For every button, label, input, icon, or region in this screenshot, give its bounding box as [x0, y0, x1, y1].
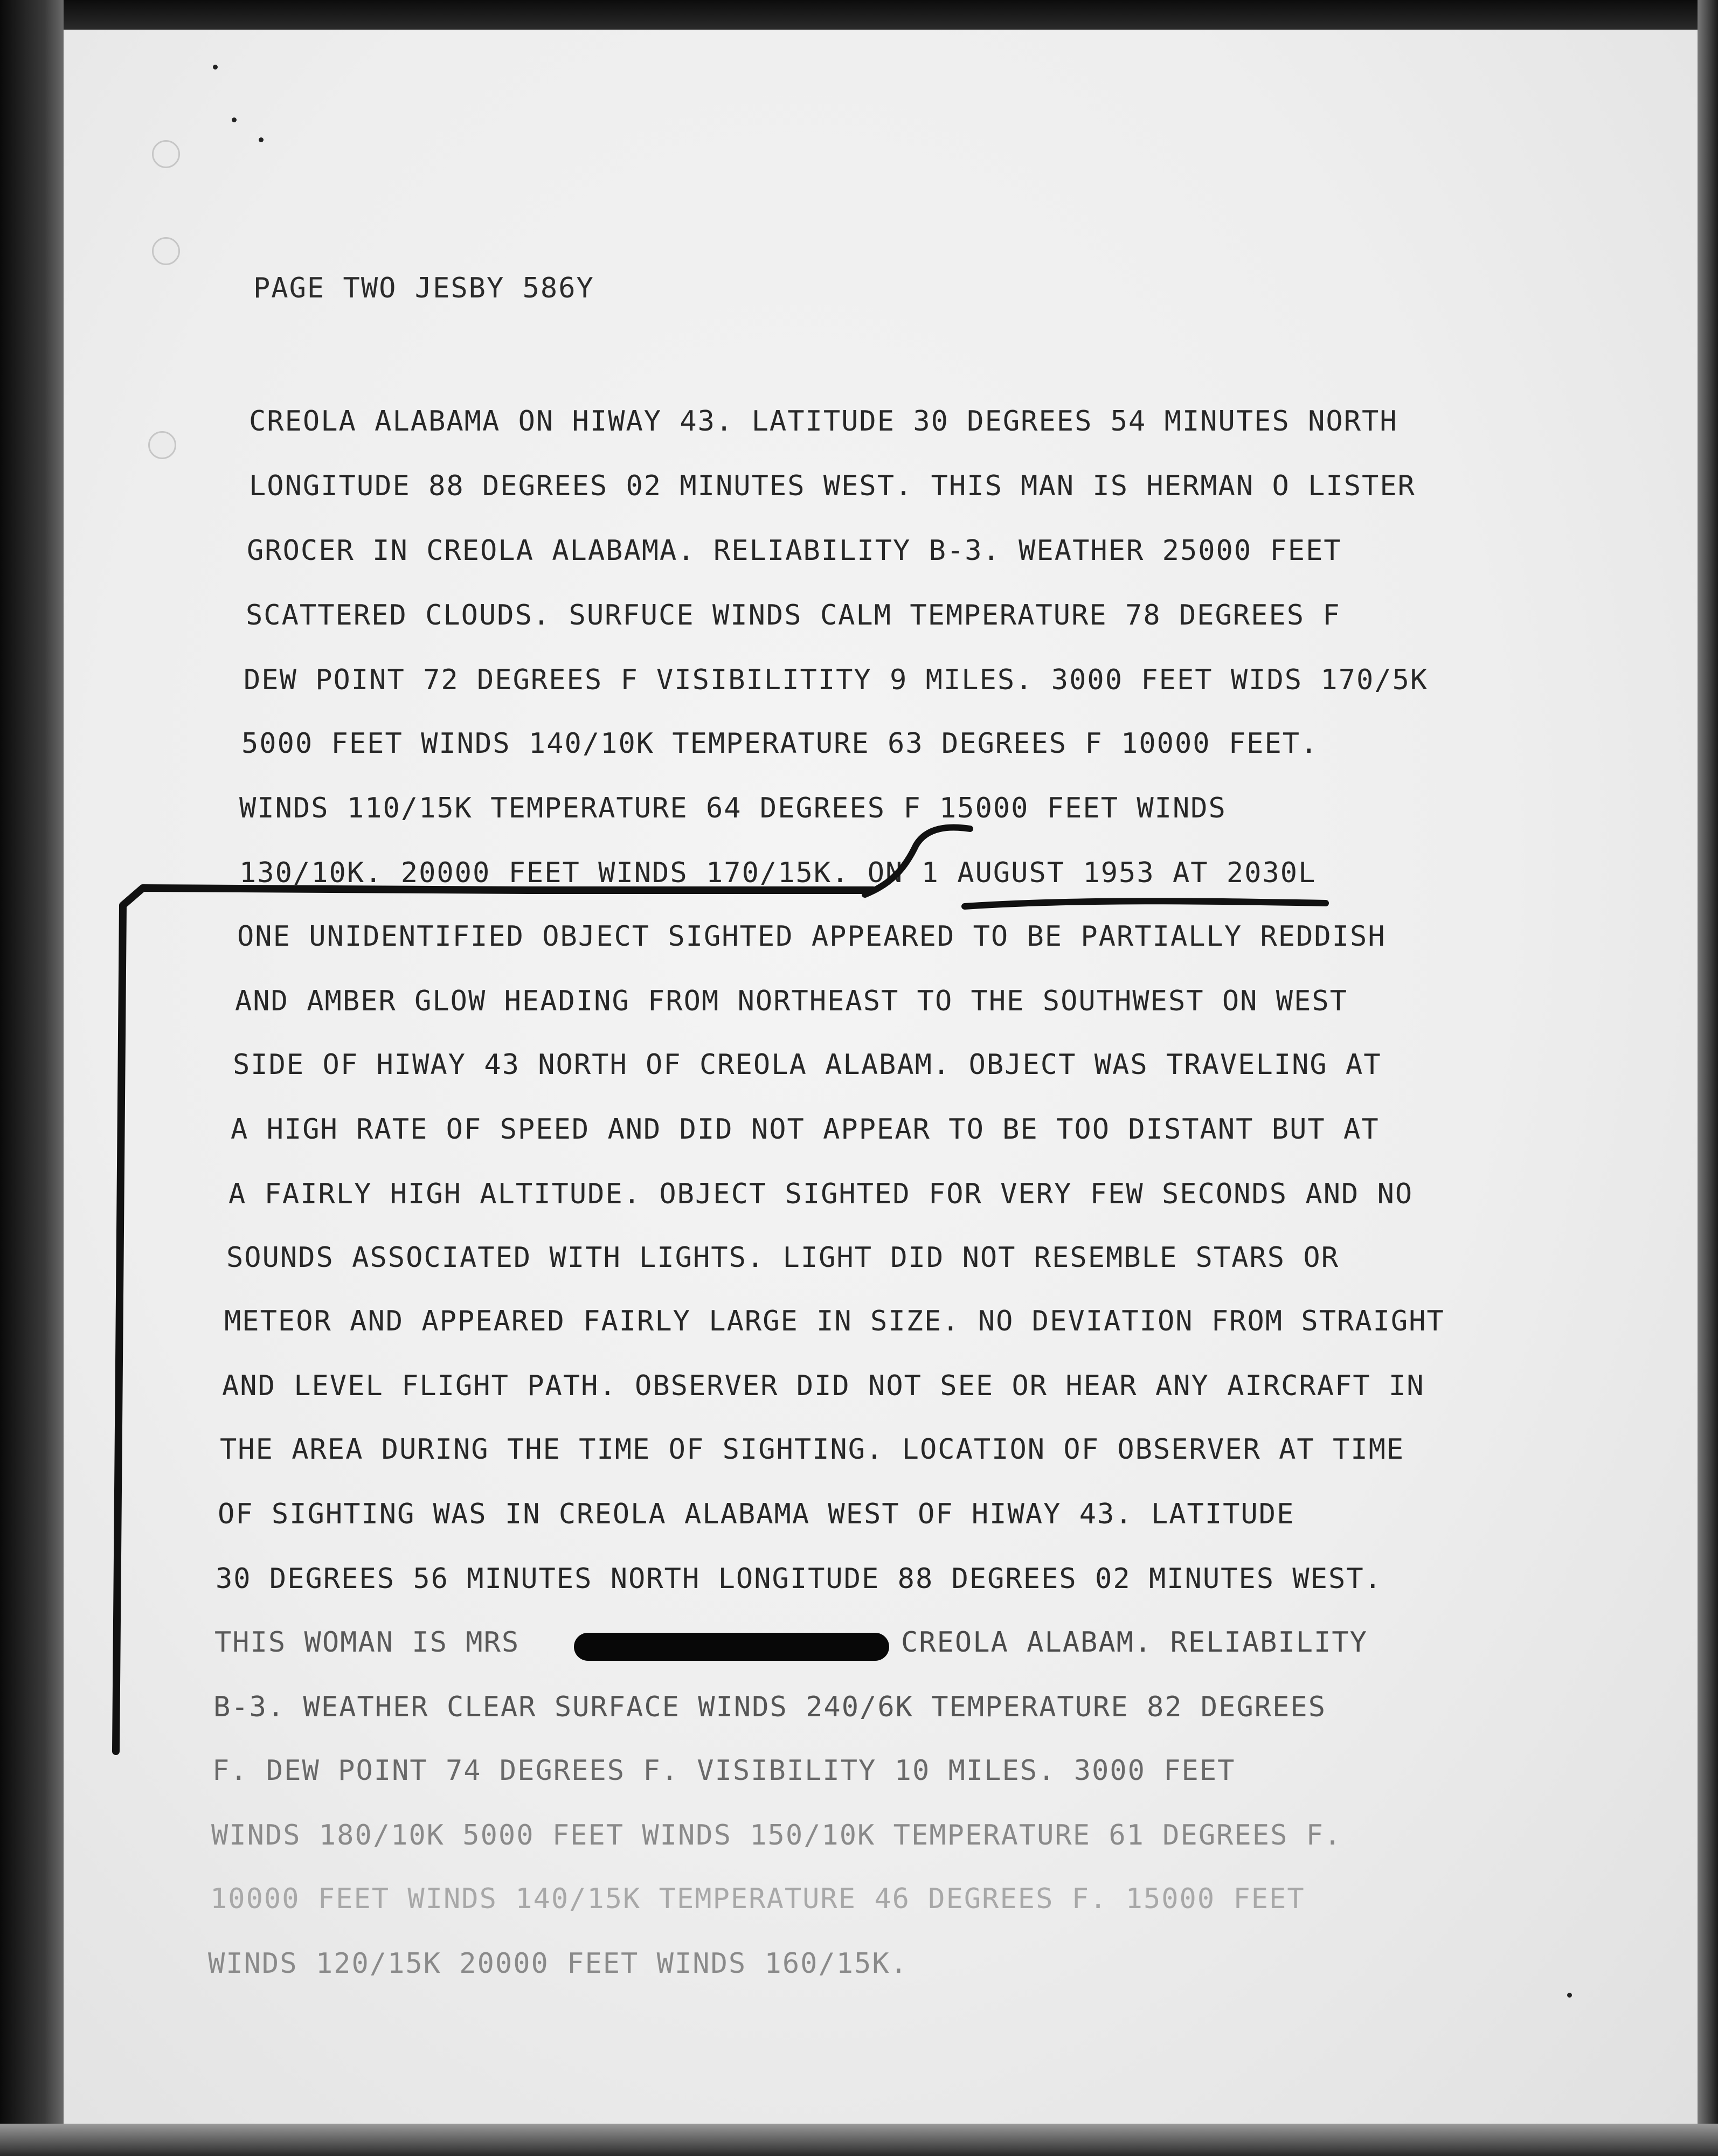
punch-hole — [148, 431, 176, 459]
text-line: WINDS 110/15K TEMPERATURE 64 DEGREES F 15000 FEET WINDS — [239, 792, 1227, 824]
text-line: WINDS 180/10K 5000 FEET WINDS 150/10K TEMPERATURE 61 DEGREES F. — [211, 1819, 1342, 1852]
text-line: OF SIGHTING WAS IN CREOLA ALABAMA WEST OF HIWAY 43. LATITUDE — [218, 1498, 1295, 1530]
scan-frame-left — [0, 0, 64, 2156]
text-line: ONE UNIDENTIFIED OBJECT SIGHTED APPEARED TO BE PARTIALLY REDDISH — [237, 920, 1386, 953]
text-line: 10000 FEET WINDS 140/15K TEMPERATURE 46 DEGREES F. 15000 FEET — [210, 1883, 1305, 1915]
scan-frame-bottom — [0, 2124, 1718, 2156]
scan-speck — [259, 137, 264, 142]
text-line: METEOR AND APPEARED FAIRLY LARGE IN SIZE. NO DEVIATION FROM STRAIGHT — [224, 1305, 1445, 1337]
text-line: GROCER IN CREOLA ALABAMA. RELIABILITY B-3. WEATHER 25000 FEET — [247, 535, 1342, 567]
text-line-before-redaction: THIS WOMAN IS MRS — [214, 1626, 520, 1659]
text-line: F. DEW POINT 74 DEGREES F. VISIBILITY 10 MILES. 3000 FEET — [212, 1755, 1236, 1787]
text-line: 30 DEGREES 56 MINUTES NORTH LONGITUDE 88 DEGREES 02 MINUTES WEST. — [216, 1563, 1382, 1595]
text-line: LONGITUDE 88 DEGREES 02 MINUTES WEST. THIS MAN IS HERMAN O LISTER — [249, 470, 1416, 502]
text-line: 5000 FEET WINDS 140/10K TEMPERATURE 63 DEGREES F 10000 FEET. — [241, 727, 1319, 760]
scan-frame-right — [1698, 0, 1718, 2156]
text-line: B-3. WEATHER CLEAR SURFACE WINDS 240/6K TEMPERATURE 82 DEGREES — [213, 1691, 1327, 1723]
text-line: DEW POINT 72 DEGREES F VISIBILITITY 9 MILES. 3000 FEET WIDS 170/5K — [244, 664, 1429, 696]
text-line: CREOLA ALABAMA ON HIWAY 43. LATITUDE 30 DEGREES 54 MINUTES NORTH — [249, 405, 1398, 438]
scan-frame-top — [0, 0, 1718, 30]
punch-hole — [152, 237, 180, 265]
scan-speck — [213, 65, 218, 70]
text-line: AND AMBER GLOW HEADING FROM NORTHEAST TO THE SOUTHWEST ON WEST — [235, 985, 1348, 1017]
text-line: 130/10K. 20000 FEET WINDS 170/15K. ON 1 AUGUST 1953 AT 2030L — [239, 857, 1317, 889]
text-line-after-redaction: CREOLA ALABAM. RELIABILITY — [901, 1626, 1368, 1659]
text-line: SCATTERED CLOUDS. SURFUCE WINDS CALM TEMPERATURE 78 DEGREES F — [246, 599, 1341, 632]
text-line: WINDS 120/15K 20000 FEET WINDS 160/15K. — [208, 1947, 908, 1980]
text-line: SOUNDS ASSOCIATED WITH LIGHTS. LIGHT DID NOT RESEMBLE STARS OR — [226, 1242, 1340, 1274]
text-line: SIDE OF HIWAY 43 NORTH OF CREOLA ALABAM. OBJECT WAS TRAVELING AT — [233, 1049, 1382, 1081]
text-line: AND LEVEL FLIGHT PATH. OBSERVER DID NOT SEE OR HEAR ANY AIRCRAFT IN — [222, 1370, 1425, 1402]
redaction-bar — [574, 1633, 889, 1661]
text-line: A HIGH RATE OF SPEED AND DID NOT APPEAR TO BE TOO DISTANT BUT AT — [231, 1113, 1380, 1146]
punch-hole — [152, 140, 180, 168]
scan-speck — [1567, 1993, 1572, 1998]
scan-speck — [232, 117, 237, 122]
page-header: PAGE TWO JESBY 586Y — [253, 272, 594, 304]
text-line: A FAIRLY HIGH ALTITUDE. OBJECT SIGHTED FOR VERY FEW SECONDS AND NO — [228, 1178, 1414, 1210]
text-line: THE AREA DURING THE TIME OF SIGHTING. LOCATION OF OBSERVER AT TIME — [220, 1433, 1405, 1466]
